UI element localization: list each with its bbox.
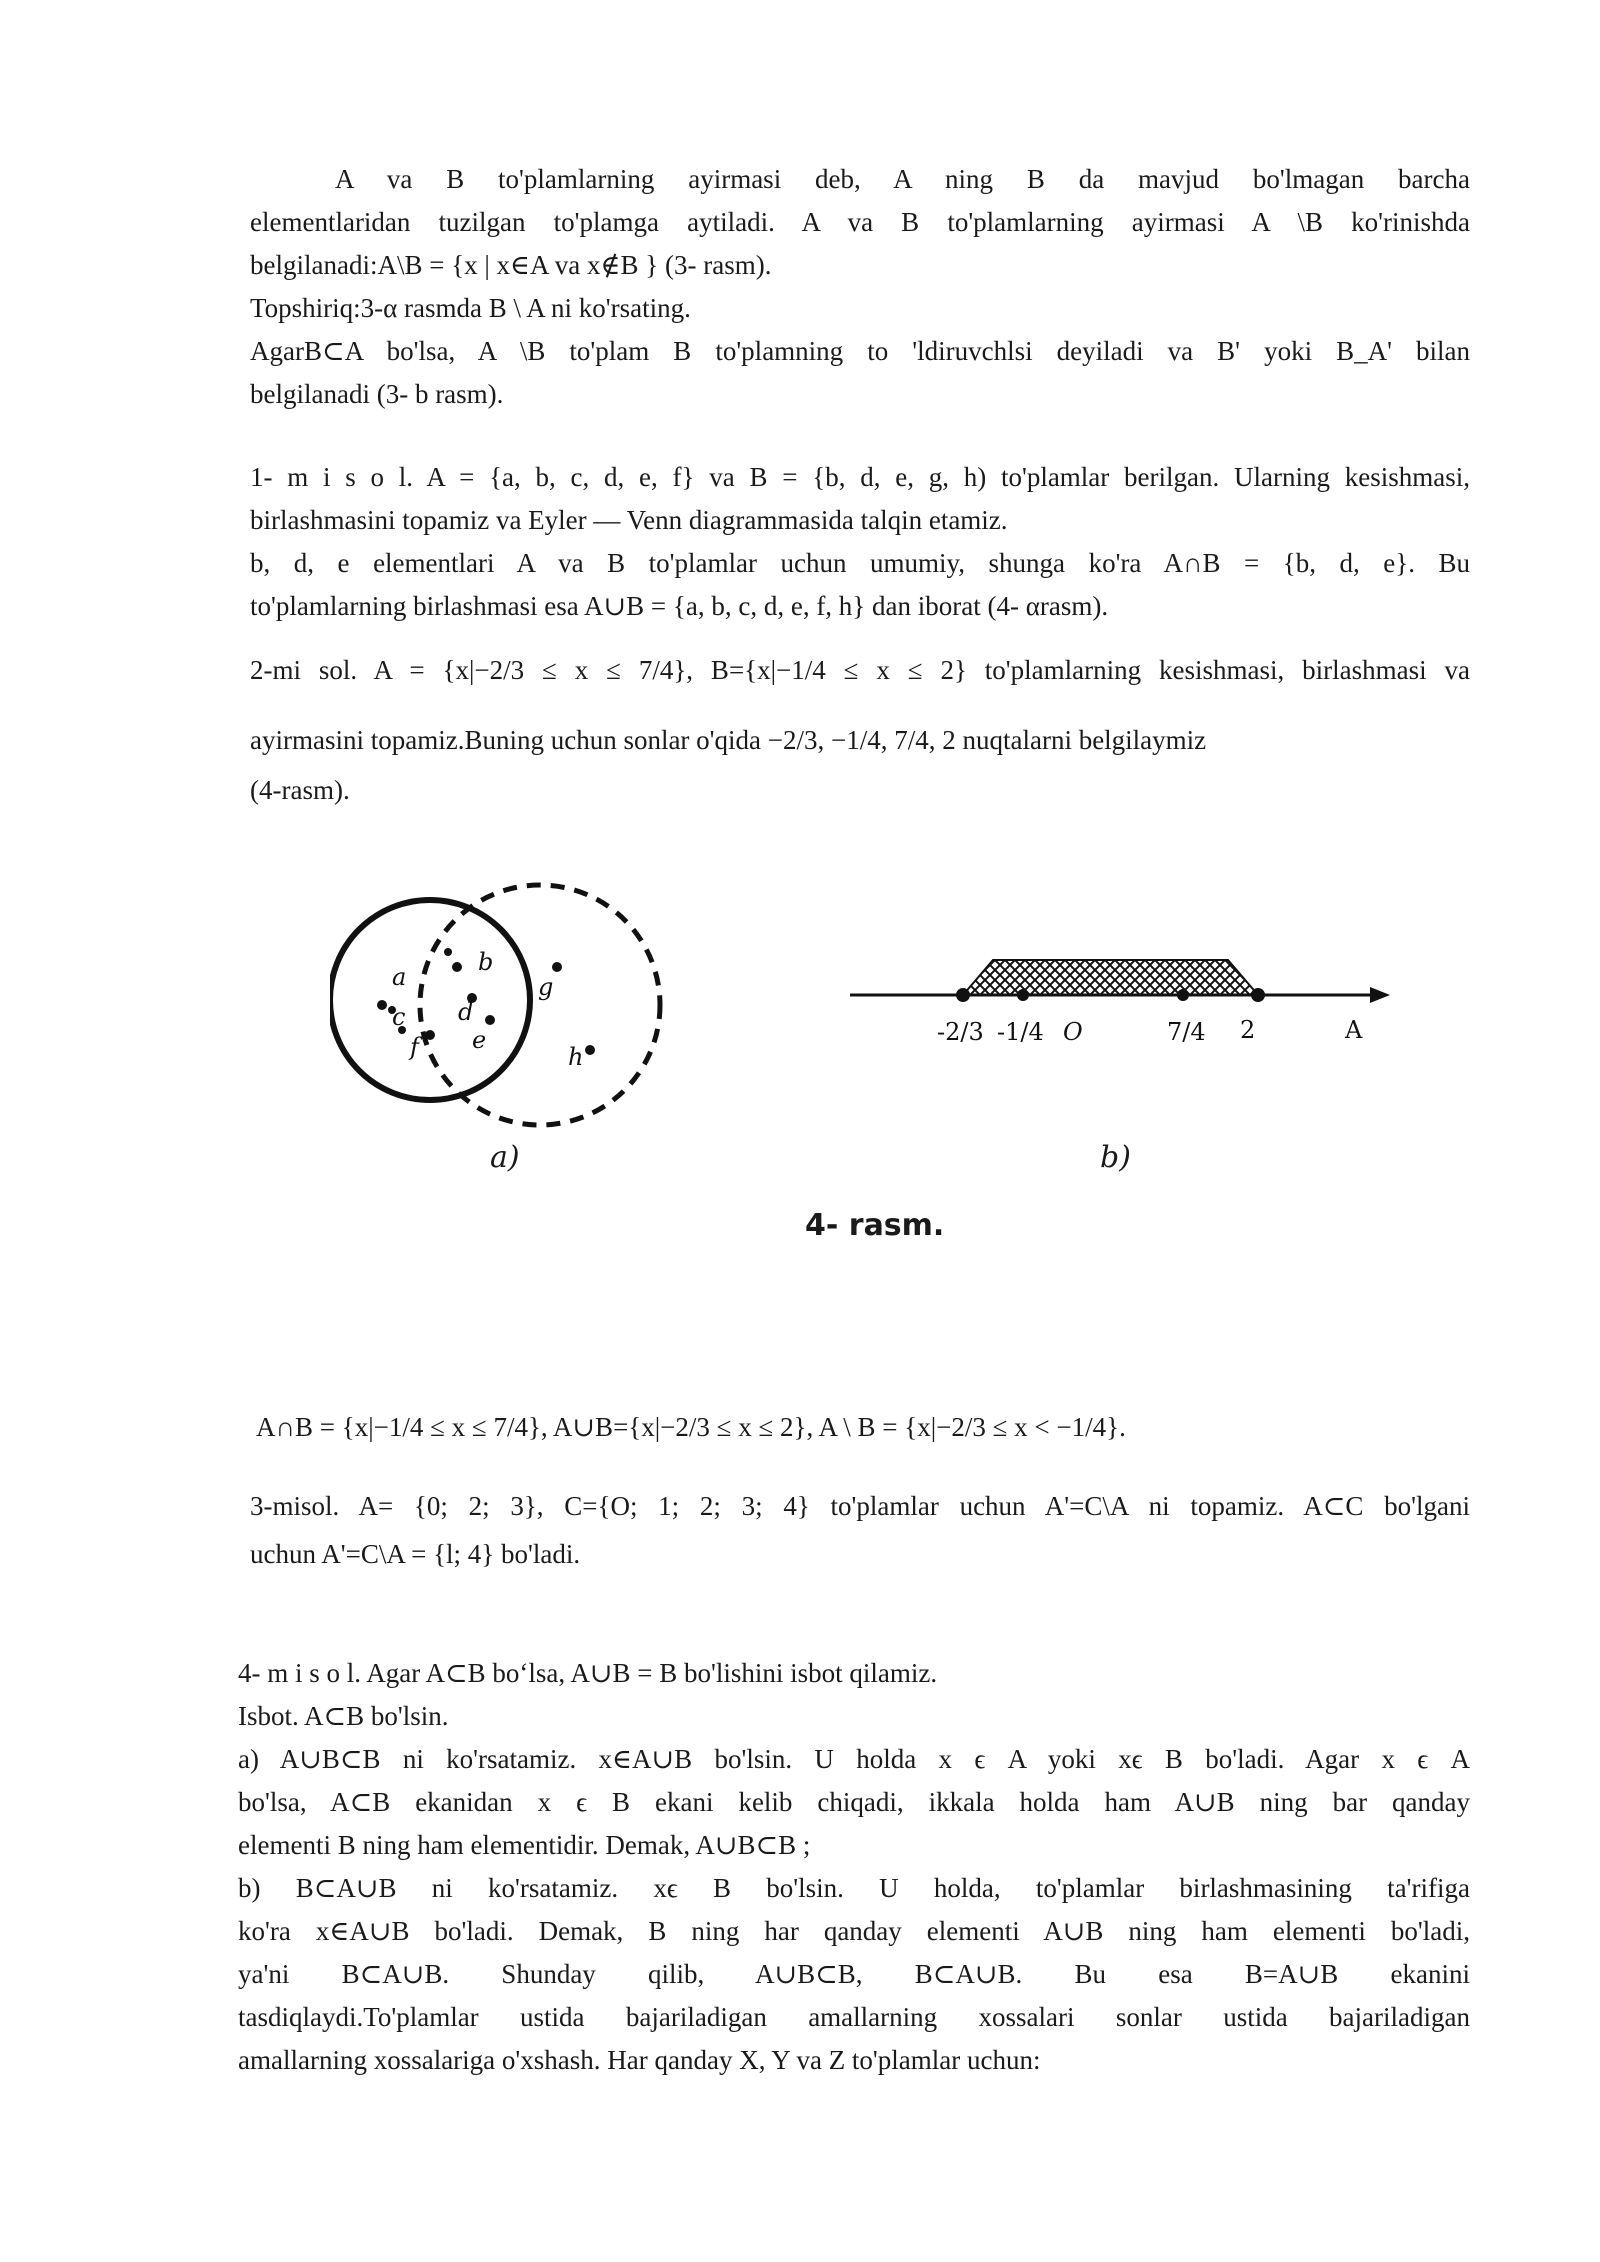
text-line: ko'ra x∈A∪B bo'ladi. Demak, B ning har qanday elementi A∪B ning ham elementi bo'ladi,	[238, 1916, 1470, 1946]
point-label-c: c	[392, 1003, 406, 1031]
set-b-circle	[420, 885, 660, 1125]
point-label-f: f	[410, 1033, 419, 1061]
figure-a-label: a)	[490, 1140, 520, 1175]
text-line: Topshiriq:3-α rasmda B \ A ni ko'rsating.	[250, 293, 691, 323]
text-line: amallarning xossalariga o'xshash. Har qanday X, Y va Z to'plamlar uchun:	[238, 2045, 1041, 2075]
example-2	[250, 645, 1470, 815]
text-line: 3-misol. A= {0; 2; 3}, C={O; 1; 2; 3; 4} to'plamlar uchun A'=C\A ni topamiz. A⊂C bo'lgani	[250, 1491, 1470, 1521]
text-line: belgilanadi:A\B = {x | x∈A va x∉B } (3- rasm).	[250, 250, 772, 280]
text-line: ya'ni B⊂A∪B. Shunday qilib, A∪B⊂B, B⊂A∪B. Bu esa B=A∪B ekanini	[238, 1959, 1470, 1989]
text-line: elementi B ning ham elementidir. Demak, A∪B⊂B ;	[238, 1830, 811, 1860]
text-line: AgarB⊂A bo'lsa, A \B to'plam B to'plamning to 'ldiruvchlsi deyiladi va B' yoki B_A' bilan	[250, 336, 1470, 366]
text-line: A va B to'plamlarning ayirmasi deb, A ning B da mavjud bo'lmagan barcha	[335, 164, 1470, 194]
text-line: a) A∪B⊂B ni ko'rsatamiz. x∈A∪B bo'lsin. U holda x ϵ A yoki xϵ B bo'ladi. Agar x ϵ A	[238, 1744, 1470, 1774]
point-label-a: a	[392, 963, 407, 991]
text-line: belgilanadi (3- b rasm).	[250, 379, 504, 409]
set-a-circle	[330, 900, 530, 1100]
text-line: elementlaridan tuzilgan to'plamga aytiladi. A va B to'plamlarning ayirmasi A \B ko'rinishda	[250, 207, 1470, 237]
figure-caption: 4- rasm.	[805, 1208, 945, 1243]
example-1	[250, 456, 1470, 628]
text-line: b) B⊂A∪B ni ko'rsatamiz. xϵ B bo'lsin. U holda, to'plamlar birlashmasining ta'rifiga	[238, 1873, 1470, 1903]
axis-arrow	[1370, 987, 1390, 1003]
result-formula: A∩B = {x|−1/4 ≤ x ≤ 7/4}, A∪B={x|−2/3 ≤ x ≤ 2}, A \ B = {x|−2/3 ≤ x < −1/4}.	[256, 1412, 1126, 1442]
text-line: b, d, e elementlari A va B to'plamlar uchun umumiy, shunga ko'ra A∩B = {b, d, e}. Bu	[250, 548, 1470, 578]
text-line: uchun A'=C\A = {l; 4} bo'ladi.	[250, 1539, 581, 1569]
axis-name-label: A	[1345, 1016, 1363, 1044]
venn-diagram	[330, 870, 700, 1130]
text-line: 2-mi sol. A = {x|−2/3 ≤ x ≤ 7/4}, B={x|−1/4 ≤ x ≤ 2} to'plamlarning kesishmasi, birlashmasi va	[250, 655, 1470, 685]
example-4	[238, 1652, 1470, 2082]
text-line: birlashmasini topamiz va Eyler — Venn diagrammasida talqin etamiz.	[250, 505, 1008, 535]
paragraph-difference	[250, 158, 1470, 416]
hatched-region	[963, 960, 1258, 995]
tick-label-neg-one-quarter: -1/4	[997, 1018, 1044, 1046]
text-line: bo'lsa, A⊂B ekanidan x ϵ B ekani kelib chiqadi, ikkala holda ham A∪B ning bar qanday	[238, 1787, 1470, 1817]
text-line: 1- m i s o l. A = {a, b, c, d, e, f} va B = {b, d, e, g, h) to'plamlar berilgan. Ularning kesishmasi,	[250, 462, 1470, 492]
text-line: tasdiqlaydi.To'plamlar ustida bajariladigan amallarning xossalari sonlar ustida bajariladigan	[238, 2002, 1470, 2032]
text-line: to'plamlarning birlashmasi esa A∪B = {a, b, c, d, e, f, h} dan iborat (4- αrasm).	[250, 591, 1109, 621]
text-line: 4- m i s o l. Agar A⊂B bo‘lsa, A∪B = B bo'lishini isbot qilamiz.	[238, 1658, 938, 1688]
point-label-d: d	[458, 998, 474, 1026]
point-label-h: h	[568, 1043, 584, 1071]
tick-label-seven-quarters: 7/4	[1167, 1018, 1206, 1046]
point-label-g: g	[538, 973, 554, 1001]
tick-label-neg-two-thirds: -2/3	[937, 1018, 984, 1046]
text-line: (4-rasm).	[250, 775, 350, 805]
point-label-b: b	[478, 948, 494, 976]
text-line: Isbot. A⊂B bo'lsin.	[238, 1701, 449, 1731]
tick-label-two: 2	[1240, 1016, 1256, 1044]
tick-label-origin: O	[1063, 1018, 1083, 1046]
example-3	[250, 1482, 1470, 1578]
text-line: ayirmasini topamiz.Buning uchun sonlar o'qida −2/3, −1/4, 7/4, 2 nuqtalarni belgilaymiz	[250, 725, 1207, 755]
figure-b-label: b)	[1100, 1140, 1131, 1175]
number-line	[845, 930, 1405, 1070]
point-label-e: e	[472, 1026, 487, 1054]
